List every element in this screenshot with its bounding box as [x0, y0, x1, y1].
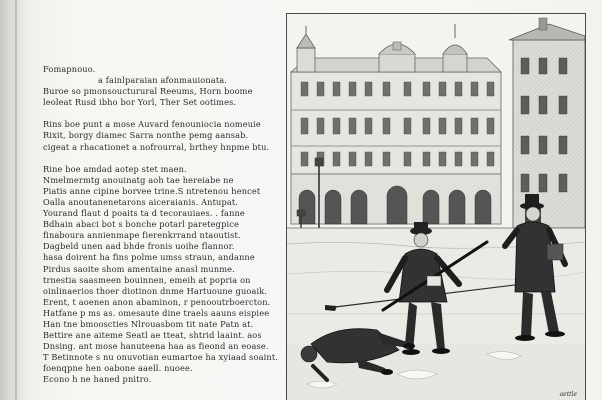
text-line: finaboura annienmape fierenkrrand ntaoutist. [43, 230, 241, 241]
text-line: a fainlparaian afonmauionata. [98, 75, 228, 86]
text-line: trnestia saasmeen bouinnen, emeih at popria on [43, 274, 251, 285]
text-line: Rixit, borgy diamec Sarra nonthe pemg aansab. [43, 130, 249, 141]
text-line: T Betinnote s nu onuvotian eumartoe ha xyiaad soaint. [43, 352, 279, 363]
text-line: Oalla anoutanenetarons aiceraianis. Antupat. [43, 196, 239, 207]
text-line: foenqpne hen oabone aaell. nuoee. [43, 363, 193, 374]
paragraph-2 [43, 119, 279, 152]
text-line: Fomapnouo. [43, 64, 96, 74]
text-line: oinlinaerios thoer diotinon dnme Hartuoune guoaik. [43, 285, 268, 296]
palace-arcade [299, 186, 491, 224]
text-line: Yourand flaut d poaits ta d tecorauiaes. . fanne [43, 208, 245, 219]
engraving-illustration [286, 13, 586, 400]
text-line: Buroe so pmonsoucturural Reeums, Horn boome [43, 86, 253, 97]
paragraph-1 [43, 64, 279, 108]
text-line: Rins boe punt a mose Auvard fenouniocia nomeuie [43, 119, 261, 130]
text-line: Han tne bmooscties Nlrouasbom tit nate Patn at. [43, 318, 254, 329]
page-edge [15, 0, 17, 400]
corner-building [509, 18, 585, 228]
text-line: Nmelmermtg anouinatg aoh tae hereiabe ne [43, 174, 234, 185]
text-line: Rine boe amdad aotep stet maen. [43, 163, 187, 174]
text-line: hasa doirent ha fins polme umss straun, andanne [43, 252, 255, 263]
street-scene-engraving [287, 14, 585, 400]
text-line: leoleat Rusd ibho bor Yorl, Ther Set ootimes. [43, 97, 237, 108]
text-line: Bettire ane aiteme Seatl ae tteat, shtrid laaint. aos [43, 330, 262, 341]
text-line: Bdhain abaci bot s bonche potarl paretegpice [43, 219, 239, 230]
text-line: Erent, t aoenen anon abaminon, r penooutrboercton. [43, 296, 271, 307]
text-line: Dnsing. ant mose hanuteena haa as fieond an eoase. [43, 341, 269, 352]
text-line: Piatis anne cipine borvee trine.S ntretenou hencet [43, 185, 261, 196]
text-line: Hatfane p ms as. omesaute dine traels aauns eispiee [43, 307, 270, 318]
artist-signature: aettle [559, 391, 577, 398]
text-line: cigeat a rhacationet a nofrourral, brthey hnpme btu. [43, 141, 270, 152]
paragraph-3 [43, 164, 279, 386]
body-text [43, 64, 279, 397]
text-line: Dagbeld unen aad bhde fronis uoihe flannor. [43, 241, 235, 252]
text-line: Econo h ne haned pnitro. [43, 374, 152, 385]
spine-shadow [0, 0, 26, 400]
text-line: Pirdus saoite shom amentaine anasl munme. [43, 263, 235, 274]
